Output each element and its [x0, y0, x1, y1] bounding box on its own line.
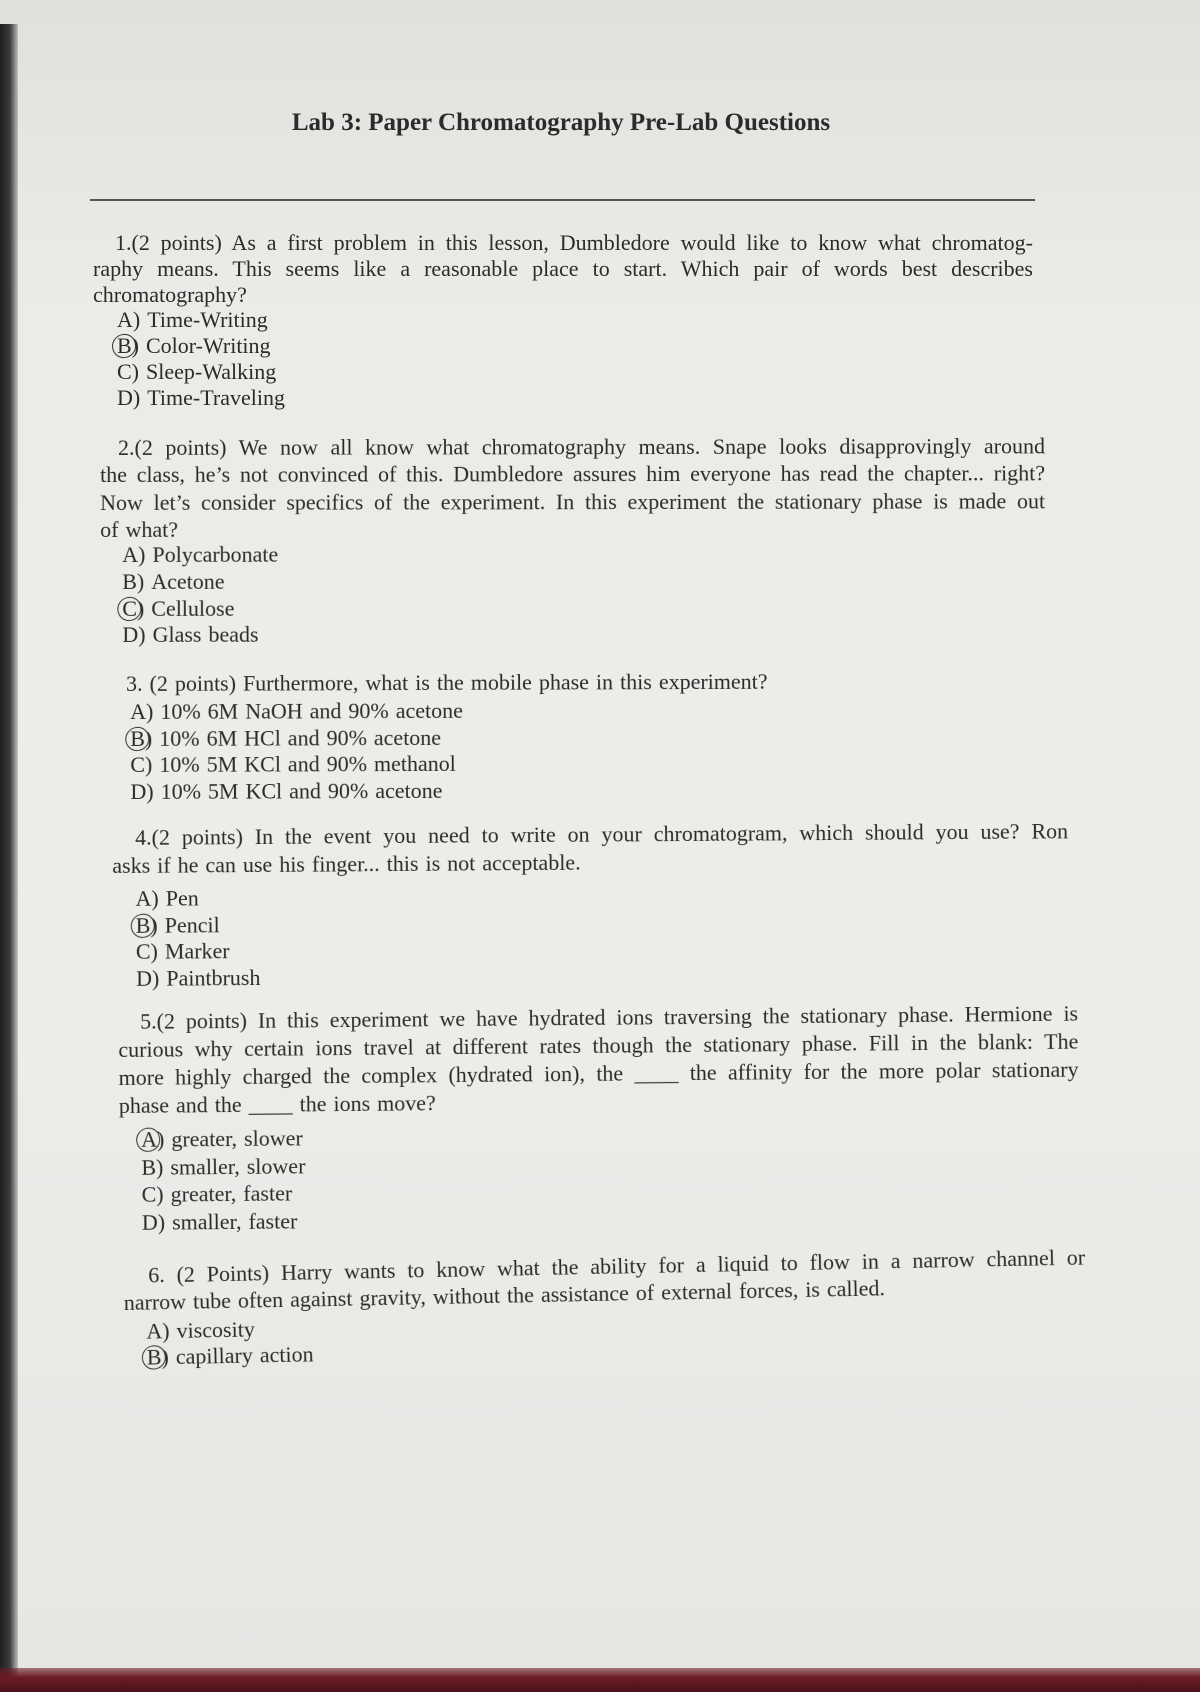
option-letter: B)	[122, 568, 145, 594]
question-line: 3. (2 points) Furthermore, what is the mobile phase in this experiment?	[126, 668, 768, 696]
option-text: Time-Traveling	[147, 385, 285, 410]
question-4	[112, 817, 1069, 992]
option-letter: D)	[130, 778, 154, 805]
option-label	[136, 966, 159, 993]
option-letter: A)	[117, 307, 141, 332]
option-text: Time-Writing	[147, 307, 268, 332]
option-letter: B)	[135, 912, 158, 938]
question-line: 6. (2 Points) Harry wants to know what the ability for a liquid to flow in a narrow channel or	[148, 1244, 1086, 1288]
option-label	[130, 726, 152, 753]
option-label	[147, 1344, 169, 1370]
question-line: 5.(2 points) In this experiment we have hydrated ions traversing the stationary phase. Hermione is	[140, 1000, 1079, 1034]
option-label	[142, 1208, 165, 1236]
option-label	[146, 1318, 170, 1344]
option-text: 10% 6M HCl and 90% acetone	[159, 724, 442, 751]
option-label	[117, 359, 139, 385]
option-text: greater, slower	[171, 1125, 303, 1152]
option-text: 10% 5M KCl and 90% methanol	[159, 751, 456, 778]
option-text: Cellulose	[151, 595, 235, 621]
option-letter: C)	[130, 752, 153, 778]
option-text: Glass beads	[152, 621, 259, 648]
option-text: 10% 5M KCl and 90% acetone	[160, 777, 443, 804]
option-label	[136, 939, 158, 966]
option-label	[141, 1153, 163, 1181]
option-text: smaller, faster	[171, 1207, 298, 1235]
scan-left-edge	[0, 24, 18, 1692]
option-label	[130, 779, 153, 806]
question-line: 1.(2 points) As a first problem in this lesson, Dumbledore would like to know what chromatog-	[115, 230, 1033, 255]
option-label	[141, 1126, 164, 1154]
question-line: asks if he can use his finger... this is not acceptable.	[112, 849, 581, 878]
question-3	[126, 667, 1076, 806]
page-title: Lab 3: Paper Chromatography Pre-Lab Questions	[291, 109, 831, 136]
question-line: narrow tube often against gravity, without the assistance of external forces, is called.	[123, 1275, 886, 1315]
option-d	[136, 959, 1069, 992]
option-c	[117, 359, 1033, 385]
question-line: the class, he’s not convinced of this. Dumbledore assures him everyone has read the chapter... right?	[100, 460, 1046, 488]
question-text	[93, 230, 1033, 308]
option-label	[117, 307, 140, 333]
option-label	[135, 886, 158, 913]
option-label	[142, 1181, 164, 1209]
option-text: Color-Writing	[146, 333, 271, 358]
option-label	[117, 385, 140, 411]
option-letter: B)	[146, 1344, 170, 1370]
question-line: curious why certain ions travel at different rates though the stationary phase. Fill in the blank: The	[118, 1028, 1079, 1062]
question-1	[93, 230, 1033, 411]
answer-options	[126, 696, 1076, 806]
question-line: 4.(2 points) In the event you need to write on your chromatogram, which should you use? Ron	[135, 818, 1069, 850]
option-b	[117, 333, 1033, 359]
option-label	[136, 912, 158, 939]
title-rule	[90, 199, 1035, 201]
answer-options	[112, 879, 1069, 992]
option-text: smaller, slower	[170, 1152, 306, 1180]
option-c	[122, 594, 1045, 622]
option-text: 10% 6M NaOH and 90% acetone	[160, 697, 463, 724]
question-line: of what?	[100, 516, 179, 542]
option-letter: A)	[141, 1126, 165, 1152]
answer-options	[93, 307, 1033, 411]
answer-options	[100, 541, 1045, 649]
question-text	[100, 432, 1045, 543]
option-a	[122, 541, 1045, 569]
option-letter: C)	[122, 595, 145, 621]
option-label	[122, 622, 145, 649]
option-letter: C)	[135, 939, 158, 965]
option-b	[130, 722, 1076, 752]
option-letter: A)	[122, 542, 146, 568]
question-text	[112, 817, 1068, 880]
option-letter: B)	[130, 725, 153, 751]
option-text: viscosity	[176, 1316, 256, 1343]
question-line: 2.(2 points) We now all know what chromatography means. Snape looks disapprovingly around	[118, 433, 1046, 460]
option-d	[117, 385, 1033, 411]
question-line: Now let’s consider specifics of the experiment. In this experiment the stationary phase is made out	[100, 487, 1046, 515]
option-label	[130, 699, 153, 726]
option-letter: A)	[146, 1318, 170, 1344]
question-text	[118, 1000, 1079, 1120]
option-text: greater, faster	[170, 1180, 293, 1207]
option-letter: D)	[117, 385, 141, 410]
option-letter: D)	[122, 622, 146, 648]
option-label	[130, 752, 152, 779]
question-line: chromatography?	[93, 282, 247, 307]
option-label	[122, 569, 144, 596]
option-a	[130, 696, 1076, 726]
question-6	[123, 1244, 1087, 1371]
option-text: Paintbrush	[166, 965, 261, 991]
option-letter: B)	[117, 333, 139, 358]
option-text: Sleep-Walking	[146, 359, 277, 384]
option-text: capillary action	[175, 1341, 314, 1370]
option-letter: D)	[141, 1209, 166, 1235]
option-label	[122, 595, 144, 622]
option-text: Marker	[164, 938, 230, 965]
option-letter: C)	[117, 359, 139, 384]
question-line: more highly charged the complex (hydrated ion), the ____ the affinity for the more polar stationary	[118, 1056, 1079, 1090]
option-text: Acetone	[151, 568, 225, 594]
option-text: Polycarbonate	[152, 541, 279, 568]
option-text: Pen	[165, 885, 199, 911]
question-line: phase and the ____ the ions move?	[118, 1090, 436, 1118]
question-text	[126, 667, 1076, 697]
option-a	[117, 307, 1033, 333]
option-d	[122, 621, 1045, 649]
answer-options	[119, 1118, 1080, 1236]
question-5	[118, 1000, 1080, 1236]
option-b	[122, 567, 1045, 595]
option-d	[130, 776, 1076, 806]
option-c	[130, 749, 1076, 779]
option-text: Pencil	[164, 911, 220, 938]
option-letter: B)	[141, 1154, 164, 1180]
option-letter: A)	[135, 885, 159, 911]
option-letter: A)	[130, 698, 154, 724]
option-label	[117, 333, 139, 359]
scan-bottom-edge	[0, 1668, 1200, 1692]
option-letter: D)	[135, 965, 160, 991]
option-label	[122, 542, 145, 569]
question-line: raphy means. This seems like a reasonable place to start. Which pair of words best describes	[93, 256, 1033, 281]
option-letter: C)	[141, 1181, 164, 1207]
question-2	[100, 432, 1045, 649]
